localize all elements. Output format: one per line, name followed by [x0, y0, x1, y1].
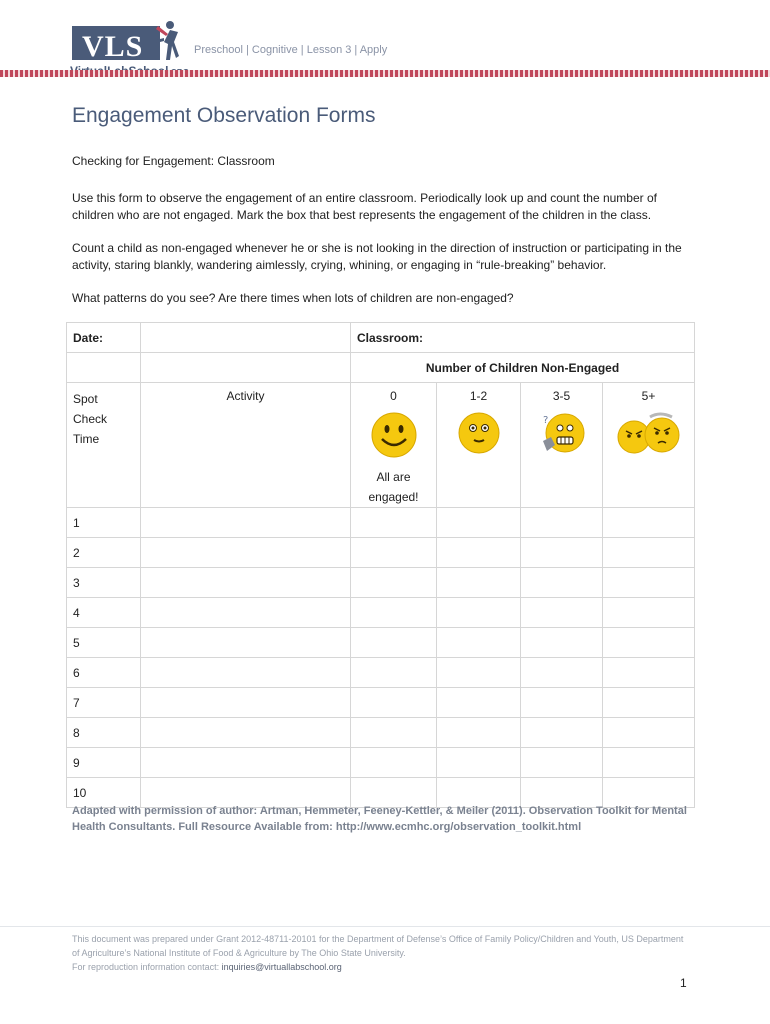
tally-cell[interactable]: [603, 688, 695, 718]
activity-header: Activity: [141, 383, 351, 508]
pattern-question: What patterns do you see? Are there times when lots of children are non-engaged?: [72, 291, 514, 305]
people-figure-icon: [154, 20, 180, 62]
classroom-label[interactable]: Classroom:: [351, 323, 695, 353]
date-classroom-row: [67, 323, 695, 353]
blank-cell: [141, 353, 351, 383]
tally-cell[interactable]: [521, 538, 603, 568]
citation-footnote: Adapted with permission of author: Artman, Hemmeter, Feeney-Kettler, & Meiler (2011). Observation Toolkit for Mental Health Consultants. Full Resource Available from: http://www.ecmhc.org/observation_toolkit.html: [72, 805, 687, 833]
tally-cell[interactable]: [351, 688, 437, 718]
tally-cell[interactable]: [437, 688, 521, 718]
breadcrumb: Preschool | Cognitive | Lesson 3 | Apply: [194, 44, 388, 56]
tally-cell[interactable]: [437, 658, 521, 688]
group-header-row: [67, 353, 695, 383]
tally-cell[interactable]: [521, 598, 603, 628]
row-number: 10: [67, 778, 141, 808]
tally-cell[interactable]: [521, 718, 603, 748]
tally-cell[interactable]: [603, 748, 695, 778]
level-0-caption: All are engaged!: [368, 470, 419, 504]
level-label: 1-2: [469, 389, 488, 403]
table-row: [67, 718, 695, 748]
instruction-paragraph-2: Count a child as non-engaged whenever he or she is not looking in the direction of instruction or participating in the activity, staring blankly, wandering aimlessly, crying, whining, or engaging in “rule-breaking” behavior.: [72, 241, 682, 272]
table-row: [67, 688, 695, 718]
tally-cell[interactable]: [437, 628, 521, 658]
table-row: [67, 538, 695, 568]
activity-cell[interactable]: [141, 658, 351, 688]
page-title: Engagement Observation Forms: [72, 104, 376, 127]
contact-line: [72, 960, 692, 974]
table-row: [67, 508, 695, 538]
tally-cell[interactable]: [437, 748, 521, 778]
grant-notice: This document was prepared under Grant 2012-48711-20101 for the Department of Defense’s Office of Family Policy/Children and Youth, US Department of Agriculture’s National Institute of Food & Agriculture by The Ohio State University.: [72, 934, 684, 958]
level-label: 3-5: [552, 389, 571, 403]
tally-cell[interactable]: [437, 718, 521, 748]
contact-prefix: For reproduction information contact:: [72, 962, 220, 972]
table-row: [67, 568, 695, 598]
smiley-angry-pair-icon: [616, 411, 682, 455]
logo-text: VLS: [82, 30, 144, 63]
row-number: 8: [67, 718, 141, 748]
observation-table: [66, 322, 695, 808]
tally-cell[interactable]: [437, 568, 521, 598]
tally-cell[interactable]: [351, 538, 437, 568]
activity-cell[interactable]: [141, 538, 351, 568]
row-number: 3: [67, 568, 141, 598]
table-row: [67, 628, 695, 658]
date-field[interactable]: [141, 323, 351, 353]
tally-cell[interactable]: [351, 508, 437, 538]
tally-cell[interactable]: [603, 628, 695, 658]
tally-cell[interactable]: [521, 658, 603, 688]
level-0-header: [351, 383, 437, 508]
tally-cell[interactable]: [437, 508, 521, 538]
level-5-plus-header: [603, 383, 695, 508]
smiley-nervous-icon: [537, 411, 587, 457]
activity-cell[interactable]: [141, 748, 351, 778]
tally-cell[interactable]: [603, 508, 695, 538]
row-number: 4: [67, 598, 141, 628]
tally-cell[interactable]: [603, 718, 695, 748]
activity-cell[interactable]: [141, 508, 351, 538]
date-label[interactable]: Date:: [67, 323, 141, 353]
tally-cell[interactable]: [351, 568, 437, 598]
row-number: 1: [67, 508, 141, 538]
spot-check-time-header: Spot Check Time: [67, 383, 141, 508]
tally-cell[interactable]: [351, 718, 437, 748]
row-number: 6: [67, 658, 141, 688]
tally-cell[interactable]: [603, 658, 695, 688]
row-number: 5: [67, 628, 141, 658]
logo-box: [72, 26, 160, 63]
activity-cell[interactable]: [141, 718, 351, 748]
table-row: [67, 658, 695, 688]
page-number: 1: [680, 976, 687, 990]
row-number: 9: [67, 748, 141, 778]
contact-email-link[interactable]: inquiries@virtuallabschool.org: [221, 962, 342, 972]
table-row: [67, 748, 695, 778]
tally-cell[interactable]: [521, 688, 603, 718]
tally-cell[interactable]: [437, 598, 521, 628]
tally-cell[interactable]: [603, 568, 695, 598]
level-1-2-header: [437, 383, 521, 508]
level-3-5-header: [521, 383, 603, 508]
activity-cell[interactable]: [141, 568, 351, 598]
tally-cell[interactable]: [351, 628, 437, 658]
activity-cell[interactable]: [141, 598, 351, 628]
svg-text:?: ?: [542, 415, 548, 426]
tally-cell[interactable]: [351, 748, 437, 778]
tally-cell[interactable]: [521, 748, 603, 778]
tally-cell[interactable]: [521, 628, 603, 658]
footer: [72, 932, 692, 974]
tally-cell[interactable]: [351, 598, 437, 628]
tally-cell[interactable]: [351, 658, 437, 688]
table-row: [67, 598, 695, 628]
column-header-row: [67, 383, 695, 508]
footer-divider: [0, 926, 770, 927]
form-subtitle: Checking for Engagement: Classroom: [72, 154, 275, 168]
row-number: 2: [67, 538, 141, 568]
tally-cell[interactable]: [521, 568, 603, 598]
level-label: 5+: [641, 389, 656, 403]
tally-cell[interactable]: [437, 538, 521, 568]
tally-cell[interactable]: [603, 598, 695, 628]
tally-cell[interactable]: [603, 538, 695, 568]
level-label: 0: [390, 389, 397, 403]
activity-cell[interactable]: [141, 628, 351, 658]
tally-cell[interactable]: [521, 508, 603, 538]
activity-cell[interactable]: [141, 688, 351, 718]
instruction-paragraph-1: Use this form to observe the engagement of an entire classroom. Periodically look up and count the number of children who are not engaged. Mark the box that best represents the engagement of the children in the class.: [72, 191, 657, 222]
row-number: 7: [67, 688, 141, 718]
smiley-neutral-icon: [457, 411, 501, 455]
non-engaged-header: Number of Children Non-Engaged: [351, 353, 695, 383]
header-stripe: [0, 70, 770, 77]
smiley-happy-icon: [370, 411, 418, 459]
blank-cell: [67, 353, 141, 383]
